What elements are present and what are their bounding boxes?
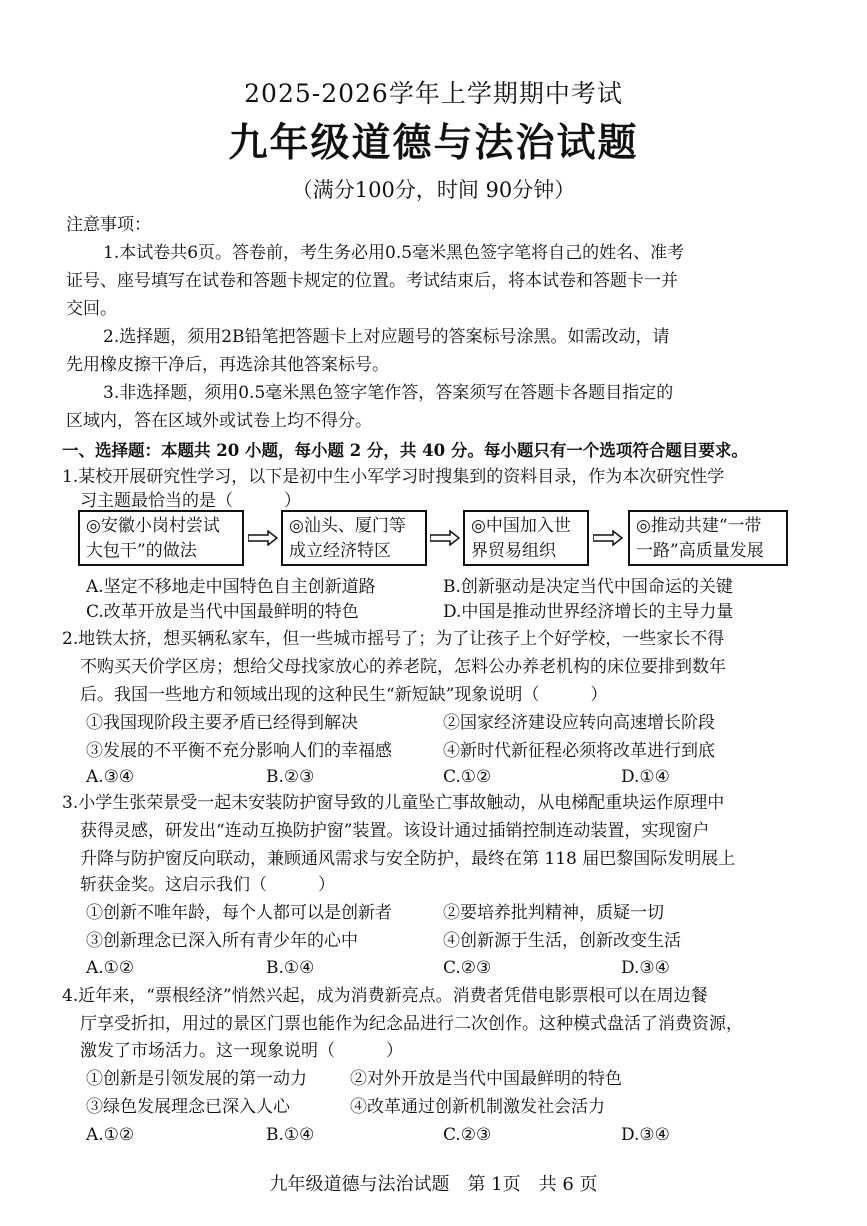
flow-box-text: ◎中国加入世 — [471, 516, 571, 536]
question-2-statement: ①我国现阶段主要矛盾已经得到解决 — [86, 713, 358, 733]
question-3-statement: ③创新理念已深入所有青少年的心中 — [86, 931, 358, 951]
notice-line: 交回。 — [66, 299, 117, 319]
question-3-statement: ④创新源于生活，创新改变生活 — [443, 931, 681, 951]
question-3-option-a: A.①② — [86, 958, 135, 978]
page-footer: 九年级道德与法治试题 第 1页 共 6 页 — [269, 1174, 598, 1195]
question-4-statement: ③绿色发展理念已深入人心 — [86, 1097, 290, 1117]
question-1-option-c: C.改革开放是当代中国最鲜明的特色 — [86, 602, 359, 622]
question-2-option-a: A.③④ — [86, 767, 135, 787]
flow-box-text: 大包干”的做法 — [86, 541, 197, 561]
question-4-option-b: B.①④ — [266, 1125, 315, 1145]
notice-line: 区域内，答在区域外或试卷上均不得分。 — [66, 411, 372, 431]
flow-arrow-icon — [430, 530, 460, 546]
question-2-option-d: D.①④ — [621, 767, 670, 787]
flow-box-text: ◎汕头、厦门等 — [289, 516, 406, 536]
question-3-option-b: B.①④ — [266, 958, 315, 978]
question-2-line: 后。我国一些地方和领域出现的这种民生“新短缺”现象说明（ ） — [80, 685, 608, 705]
question-2-statement: ③发展的不平衡不充分影响人们的幸福感 — [86, 741, 392, 761]
flow-box-4 — [628, 510, 788, 566]
question-3-line: 斩获金奖。这启示我们（ ） — [80, 875, 335, 895]
question-2-line: 2.地铁太挤，想买辆私家车，但一些城市摇号了；为了让孩子上个好学校，一些家长不得 — [62, 629, 725, 649]
question-3-line: 获得灵感，研发出“连动互换防护窗”装置。该设计通过插销控制连动装置，实现窗户 — [80, 821, 710, 841]
question-1-flow-diagram — [78, 510, 788, 574]
question-1-option-a: A.坚定不移地走中国特色自主创新道路 — [86, 577, 376, 597]
exam-subject-title: 九年级道德与法治试题 — [228, 120, 639, 166]
question-4-option-d: D.③④ — [621, 1125, 670, 1145]
question-2-statement: ④新时代新征程必须将改革进行到底 — [443, 741, 715, 761]
question-1-line: 1.某校开展研究性学习，以下是初中生小军学习时搜集到的资料目录，作为本次研究性学 — [62, 467, 725, 487]
question-4-line: 4.近年来，“票根经济”悄然兴起，成为消费新亮点。消费者凭借电影票根可以在周边餐 — [62, 986, 708, 1006]
question-4-line: 厅享受折扣，用过的景区门票也能作为纪念品进行二次创作。这种模式盘活了消费资源， — [80, 1014, 743, 1034]
question-4-line: 激发了市场活力。这一现象说明（ ） — [80, 1041, 403, 1061]
question-2-option-b: B.②③ — [266, 767, 315, 787]
notice-line: 3.非选择题，须用0.5毫米黑色签字笔作答，答案须写在答题卡各题目指定的 — [103, 383, 674, 403]
notice-line: 先用橡皮擦干净后，再选涂其他答案标号。 — [66, 355, 389, 375]
question-3-line: 3.小学生张荣景受一起未安装防护窗导致的儿童坠亡事故触动，从电梯配重块运作原理中 — [62, 793, 725, 813]
notice-line: 证号、座号填写在试卷和答题卡规定的位置。考试结束后，将本试卷和答题卡一并 — [66, 271, 678, 291]
exam-score-time: （满分100分，时间 90分钟） — [291, 178, 576, 202]
notice-line: 2.选择题，须用2B铅笔把答题卡上对应题号的答案标号涂黑。如需改动，请 — [103, 327, 670, 347]
flow-box-text: ◎推动共建“一带 — [636, 516, 762, 536]
question-2-statement: ②国家经济建设应转向高速增长阶段 — [443, 713, 715, 733]
exam-term-title: 2025-2026学年上学期期中考试 — [244, 79, 623, 108]
question-2-option-c: C.①② — [443, 767, 492, 787]
question-4-option-a: A.①② — [86, 1125, 135, 1145]
notice-heading: 注意事项： — [66, 215, 151, 235]
flow-box-2 — [281, 510, 427, 566]
flow-box-text: 一路”高质量发展 — [636, 541, 764, 561]
question-4-statement: ④改革通过创新机制激发社会活力 — [350, 1097, 605, 1117]
flow-box-text: 成立经济特区 — [289, 541, 391, 561]
question-1-line: 习主题最恰当的是（ ） — [80, 491, 301, 511]
flow-arrow-icon — [593, 530, 623, 546]
flow-box-text: 界贸易组织 — [471, 541, 556, 561]
section-heading: 一、选择题：本题共 20 小题，每小题 2 分，共 40 分。每小题只有一个选项符合题目要求。 — [62, 441, 748, 460]
question-4-option-c: C.②③ — [443, 1125, 492, 1145]
flow-box-3 — [463, 510, 589, 566]
question-2-line: 不购买天价学区房；想给父母找家放心的养老院，怎料公办养老机构的床位要排到数年 — [80, 657, 726, 677]
question-3-option-c: C.②③ — [443, 958, 492, 978]
flow-box-1 — [78, 510, 244, 566]
question-4-statement: ②对外开放是当代中国最鲜明的特色 — [350, 1069, 622, 1089]
question-3-statement: ②要培养批判精神，质疑一切 — [443, 903, 664, 923]
question-4-statement: ①创新是引领发展的第一动力 — [86, 1069, 307, 1089]
flow-box-text: ◎安徽小岗村尝试 — [86, 516, 220, 536]
flow-arrow-icon — [248, 530, 278, 546]
question-1-option-d: D.中国是推动世界经济增长的主导力量 — [443, 602, 734, 622]
question-3-line: 升降与防护窗反向联动，兼顾通风需求与安全防护，最终在第 118 届巴黎国际发明展上 — [80, 849, 736, 869]
notice-line: 1.本试卷共6页。答卷前，考生务必用0.5毫米黑色签字笔将自己的姓名、准考 — [103, 243, 685, 263]
question-3-statement: ①创新不唯年龄，每个人都可以是创新者 — [86, 903, 392, 923]
question-3-option-d: D.③④ — [621, 958, 670, 978]
question-1-option-b: B.创新驱动是决定当代中国命运的关键 — [443, 577, 733, 597]
